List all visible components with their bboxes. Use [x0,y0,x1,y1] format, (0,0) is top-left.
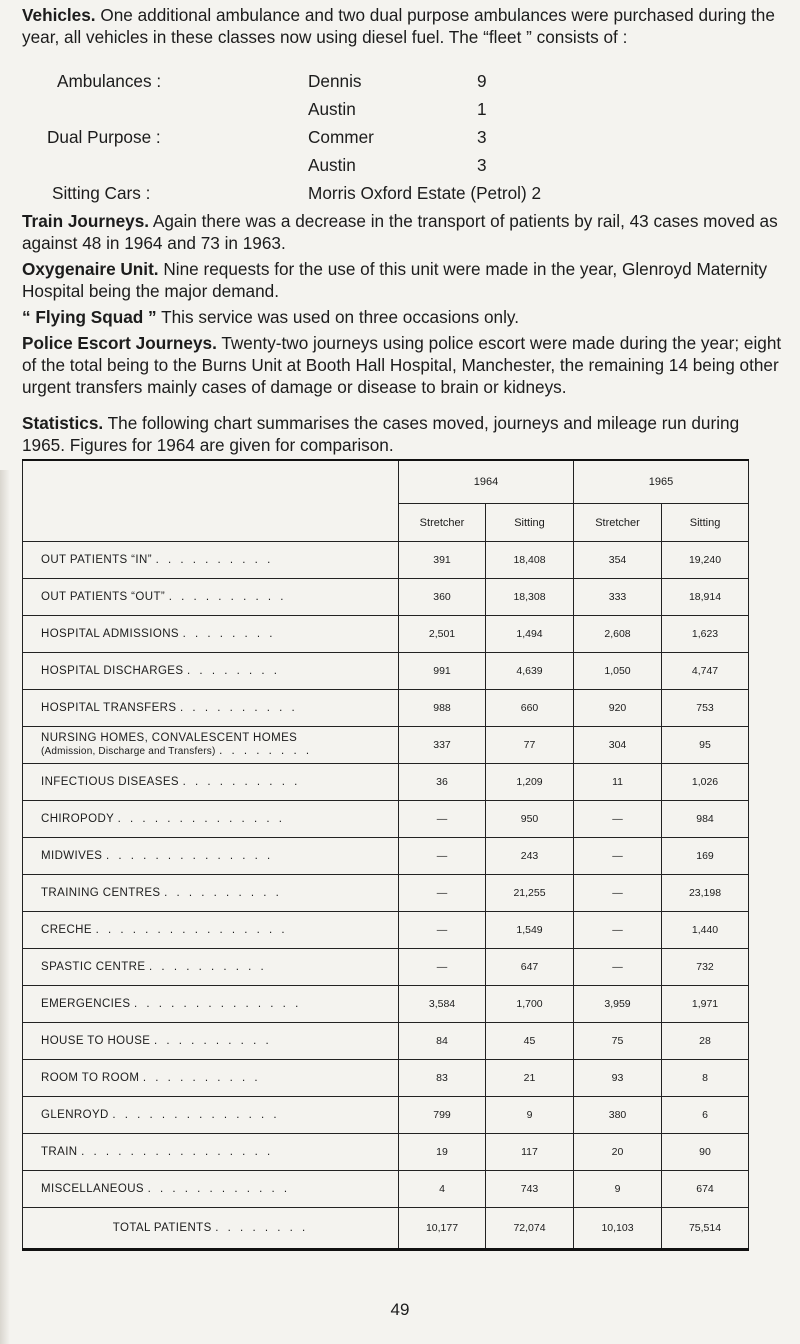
subheader: Sitting [486,504,574,542]
fleet-make: Dennis [308,71,362,91]
value-cell: 674 [662,1171,749,1208]
row-label [23,653,399,690]
fleet-category: Dual Purpose : [47,127,161,147]
value-cell: 1,700 [486,986,574,1023]
value-cell: 117 [486,1134,574,1171]
value-cell: 93 [574,1060,662,1097]
row-label [23,1208,399,1250]
value-cell: 77 [486,727,574,764]
value-cell: 84 [399,1023,486,1060]
paragraph-oxygenaire [22,258,782,302]
value-cell: 1,209 [486,764,574,801]
value-cell: 799 [399,1097,486,1134]
row-label [23,616,399,653]
value-cell: 28 [662,1023,749,1060]
value-cell: 9 [574,1171,662,1208]
row-label-text: ROOM TO ROOM [41,1072,140,1084]
value-cell: — [574,875,662,912]
value-cell: 95 [662,727,749,764]
value-cell: — [399,838,486,875]
value-cell: 4,747 [662,653,749,690]
row-label [23,875,399,912]
value-cell: 18,308 [486,579,574,616]
value-cell: — [574,949,662,986]
year-header: 1965 [574,460,749,504]
fleet-count: 3 [477,127,487,147]
value-cell: 1,623 [662,616,749,653]
leader-dots: . . . . . . . . [187,665,280,677]
row-label-text: HOSPITAL TRANSFERS [41,702,177,714]
value-cell: 1,549 [486,912,574,949]
heading-police-escort: Police Escort Journeys. [22,333,217,353]
table-year-row [23,460,749,504]
leader-dots: . . . . . . . . . . [149,961,267,973]
subheader: Stretcher [399,504,486,542]
row-label-text: CRECHE [41,924,92,936]
text-flying-squad: This service was used on three occasions only. [156,307,520,327]
heading-statistics: Statistics. [22,413,104,433]
table-corner-cell [23,460,399,542]
row-label-text: HOSPITAL ADMISSIONS [41,628,179,640]
value-cell: 11 [574,764,662,801]
value-cell: 991 [399,653,486,690]
leader-dots: . . . . . . . . . . . . . . . . [95,924,288,936]
table-row [23,1023,749,1060]
row-label [23,1023,399,1060]
fleet-make: Austin [308,155,356,175]
row-label [23,801,399,838]
value-cell: 83 [399,1060,486,1097]
table-row [23,764,749,801]
heading-oxygenaire: Oxygenaire Unit. [22,259,159,279]
value-cell: — [399,912,486,949]
value-cell: 1,440 [662,912,749,949]
value-cell: 360 [399,579,486,616]
value-cell: 2,501 [399,616,486,653]
row-label [23,690,399,727]
table-row [23,801,749,838]
leader-dots: . . . . . . . . [219,745,313,757]
text-vehicles: One additional ambulance and two dual purpose ambulances were purchased during the year, all vehicles in these classes now using diesel fuel. The “fleet ” consists of : [22,5,775,47]
value-cell: 72,074 [486,1208,574,1250]
row-label [23,727,399,764]
fleet-make: Morris Oxford Estate (Petrol) 2 [308,183,542,203]
fleet-category: Ambulances : [57,71,162,91]
row-label-text: EMERGENCIES [41,998,131,1010]
value-cell: 391 [399,542,486,579]
value-cell: 920 [574,690,662,727]
table-row [23,912,749,949]
value-cell: 90 [662,1134,749,1171]
value-cell: 10,103 [574,1208,662,1250]
value-cell: 988 [399,690,486,727]
table-row [23,875,749,912]
text-statistics: The following chart summarises the cases moved, journeys and mileage run during 1965. Figures for 1964 are given for comparison. [22,413,740,455]
table-row [23,1171,749,1208]
value-cell: 3,584 [399,986,486,1023]
row-label-text: SPASTIC CENTRE [41,961,146,973]
leader-dots: . . . . . . . . [182,628,276,640]
fleet-count: 9 [477,71,487,91]
leader-dots: . . . . . . . . . . [182,776,301,788]
row-label [23,1097,399,1134]
value-cell: 333 [574,579,662,616]
statistics-table-wrapper [22,459,748,1251]
row-sublabel: (Admission, Discharge and Transfers) [41,746,216,757]
page-edge-shadow [0,470,10,1344]
table-row [23,653,749,690]
value-cell: — [574,912,662,949]
value-cell: 1,050 [574,653,662,690]
page-number: 49 [390,1300,410,1319]
value-cell: 647 [486,949,574,986]
value-cell: 20 [574,1134,662,1171]
row-label [23,579,399,616]
leader-dots: . . . . . . . . . . [153,1035,272,1047]
value-cell: 2,608 [574,616,662,653]
row-label-text: HOUSE TO HOUSE [41,1035,151,1047]
leader-dots: . . . . . . . . . . . . . . . . [81,1146,274,1158]
paragraph-statistics [22,412,782,456]
row-label [23,764,399,801]
value-cell: 337 [399,727,486,764]
row-label-text: OUT PATIENTS “OUT” [41,591,166,603]
leader-dots: . . . . . . . . . . . . . . [134,998,302,1010]
value-cell: 8 [662,1060,749,1097]
row-label-text: INFECTIOUS DISEASES [41,776,179,788]
value-cell: — [574,838,662,875]
text-oxygenaire: Nine requests for the use of this unit were made in the year, Glenroyd Maternity Hospital being the major demand. [22,259,768,301]
table-row [23,1134,749,1171]
row-label [23,949,399,986]
table-row [23,616,749,653]
row-label [23,838,399,875]
value-cell: 1,026 [662,764,749,801]
leader-dots: . . . . . . . . . . [168,591,287,603]
row-label [23,986,399,1023]
value-cell: 10,177 [399,1208,486,1250]
value-cell: 4 [399,1171,486,1208]
value-cell: 19,240 [662,542,749,579]
table-row [23,949,749,986]
table-row [23,579,749,616]
value-cell: 18,408 [486,542,574,579]
row-label-text: OUT PATIENTS “IN” [41,554,152,566]
table-row [23,986,749,1023]
value-cell: — [574,801,662,838]
value-cell: — [399,949,486,986]
row-label [23,1171,399,1208]
value-cell: 6 [662,1097,749,1134]
value-cell: 19 [399,1134,486,1171]
value-cell: 75 [574,1023,662,1060]
text-police-escort: Twenty-two journeys using police escort were made during the year; eight of the total being to the Burns Unit at Booth Hall Hospital, Manchester, the remaining 14 being other urgent transfers mainly cases of damage or disease to brain or kidneys. [22,333,782,397]
table-row [23,838,749,875]
year-header: 1964 [399,460,574,504]
leader-dots: . . . . . . . . . . . . . . [112,1109,280,1121]
fleet-category: Sitting Cars : [52,183,151,203]
table-row [23,690,749,727]
value-cell: 984 [662,801,749,838]
table-row [23,727,749,764]
leader-dots: . . . . . . . . . . [142,1072,261,1084]
row-label-text: TRAIN [41,1146,78,1158]
value-cell: 354 [574,542,662,579]
value-cell: 380 [574,1097,662,1134]
leader-dots: . . . . . . . . [215,1222,309,1234]
value-cell: 23,198 [662,875,749,912]
row-label-text: CHIROPODY [41,813,115,825]
row-label-text: HOSPITAL DISCHARGES [41,665,184,677]
paragraph-vehicles [22,4,782,48]
value-cell: 4,639 [486,653,574,690]
value-cell: 753 [662,690,749,727]
value-cell: 21,255 [486,875,574,912]
row-label [23,1134,399,1171]
value-cell: 9 [486,1097,574,1134]
row-label-text: GLENROYD [41,1109,109,1121]
value-cell: 36 [399,764,486,801]
value-cell: 304 [574,727,662,764]
value-cell: 45 [486,1023,574,1060]
paragraph-police-escort [22,332,782,398]
value-cell: 3,959 [574,986,662,1023]
statistics-table [22,459,749,1251]
fleet-count: 3 [477,155,487,175]
leader-dots: . . . . . . . . . . [155,554,274,566]
leader-dots: . . . . . . . . . . . . [147,1183,291,1195]
row-label [23,1060,399,1097]
fleet-make: Austin [308,99,356,119]
leader-dots: . . . . . . . . . . . . . . [105,850,274,862]
value-cell: 18,914 [662,579,749,616]
heading-flying-squad: “ Flying Squad ” [22,307,157,327]
row-label-text: MISCELLANEOUS [41,1183,144,1195]
value-cell: 1,494 [486,616,574,653]
value-cell: 1,971 [662,986,749,1023]
leader-dots: . . . . . . . . . . . . . . [117,813,285,825]
heading-train-journeys: Train Journeys. [22,211,150,231]
table-row [23,1060,749,1097]
row-label-text: NURSING HOMES, CONVALESCENT HOMES [41,732,298,744]
table-row [23,1097,749,1134]
row-label [23,912,399,949]
value-cell: — [399,875,486,912]
row-label-text: TRAINING CENTRES [41,887,161,899]
leader-dots: . . . . . . . . . . [164,887,282,899]
table-row [23,542,749,579]
row-label-text: MIDWIVES [41,850,103,862]
text-train-journeys: Again there was a decrease in the transport of patients by rail, 43 cases moved as against 48 in 1964 and 73 in 1963. [22,211,778,253]
row-label-text: TOTAL PATIENTS [112,1222,212,1234]
paragraph-train-journeys [22,210,782,254]
row-label [23,542,399,579]
value-cell: 169 [662,838,749,875]
paragraph-flying-squad [22,306,782,328]
value-cell: 950 [486,801,574,838]
fleet-make: Commer [308,127,374,147]
leader-dots: . . . . . . . . . . [180,702,298,714]
subheader: Stretcher [574,504,662,542]
value-cell: — [399,801,486,838]
value-cell: 243 [486,838,574,875]
value-cell: 732 [662,949,749,986]
table-body [23,542,749,1250]
fleet-count: 1 [477,99,487,119]
value-cell: 660 [486,690,574,727]
value-cell: 75,514 [662,1208,749,1250]
heading-vehicles: Vehicles. [22,5,96,25]
value-cell: 743 [486,1171,574,1208]
value-cell: 21 [486,1060,574,1097]
subheader: Sitting [662,504,749,542]
total-row [23,1208,749,1250]
